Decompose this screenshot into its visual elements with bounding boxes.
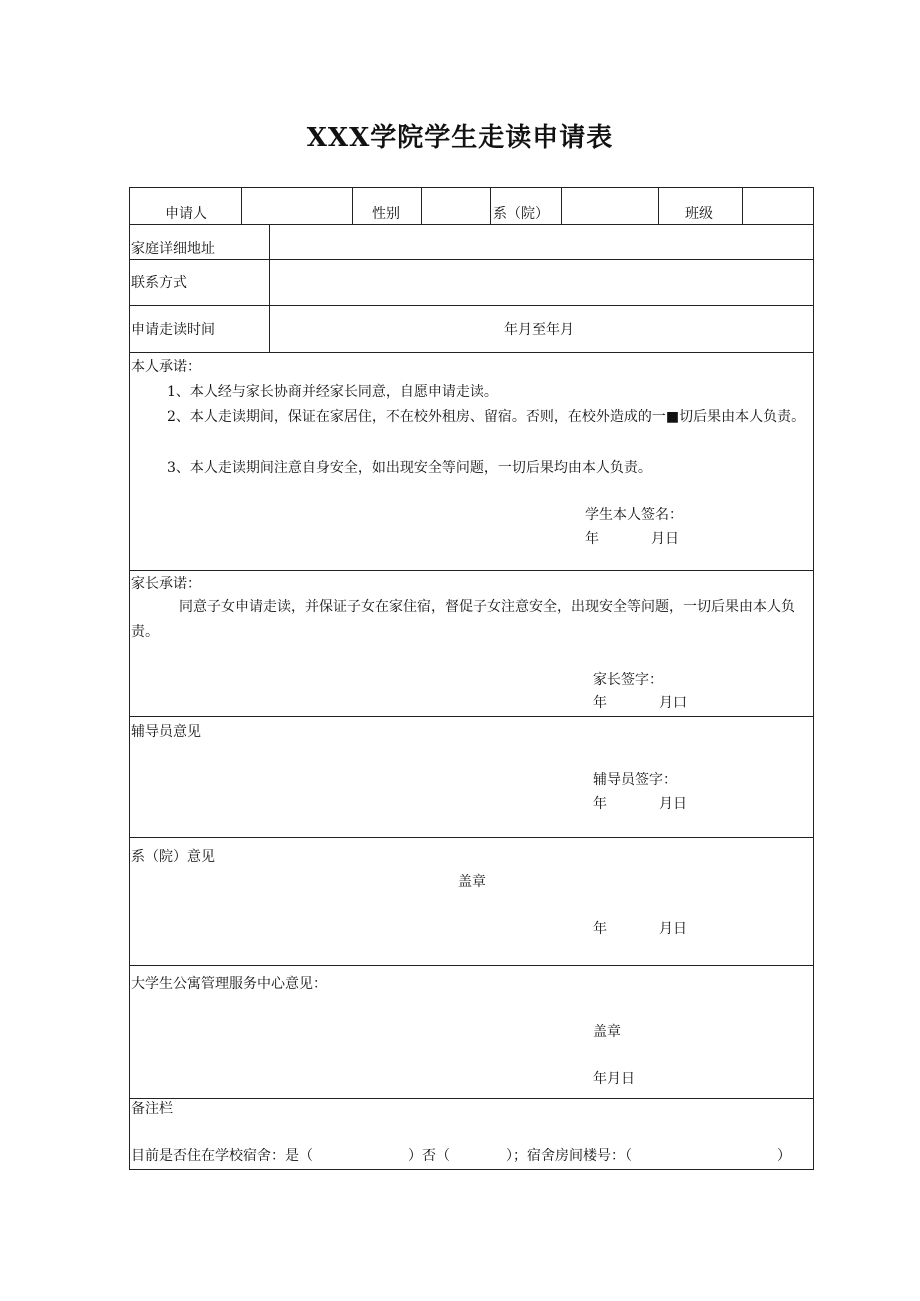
- counselor-date-year: 年: [593, 796, 607, 812]
- parent-date-year: 年: [593, 695, 607, 711]
- apartment-center-seal: 盖章: [593, 1024, 621, 1040]
- remarks-no-option: ）否（: [408, 1148, 450, 1164]
- department-opinion-heading: 系（院）意见: [131, 849, 215, 865]
- address-label: 家庭详细地址: [131, 241, 215, 257]
- parent-sign-label: 家长签字：: [593, 672, 663, 688]
- cell-divider: [490, 188, 491, 224]
- counselor-sign-label: 辅导员签字：: [593, 772, 677, 788]
- cell-divider: [658, 188, 659, 224]
- remarks-close-paren: ）: [777, 1148, 791, 1164]
- parent-date-month-day: 月口: [659, 695, 687, 711]
- remarks-dorm-question: 目前是否住在学校宿舍：是（: [131, 1148, 313, 1164]
- applicant-label: 申请人: [165, 206, 207, 222]
- department-field[interactable]: [562, 189, 657, 223]
- department-date-year: 年: [593, 921, 607, 937]
- student-date-year: 年: [585, 531, 599, 547]
- row-divider: [130, 305, 813, 306]
- department-seal: 盖章: [458, 874, 486, 890]
- class-field[interactable]: [743, 189, 813, 223]
- form-title: XXX学院学生走读申请表: [306, 123, 614, 153]
- applicant-field[interactable]: [242, 189, 351, 223]
- counselor-heading: 辅导员意见: [131, 724, 201, 740]
- row-divider: [130, 352, 813, 353]
- apartment-center-date: 年月日: [593, 1071, 635, 1087]
- department-date-month-day: 月日: [659, 921, 687, 937]
- contact-field[interactable]: [270, 260, 813, 304]
- row-divider: [130, 965, 813, 966]
- counselor-date-month-day: 月日: [659, 796, 687, 812]
- contact-label: 联系方式: [131, 275, 187, 291]
- address-field[interactable]: [270, 225, 813, 258]
- gender-label: 性别: [372, 206, 400, 222]
- period-value: 年月至年月: [504, 322, 574, 338]
- parent-pledge-heading: 家长承诺：: [131, 576, 201, 592]
- student-pledge-heading: 本人承诺：: [131, 359, 201, 375]
- row-divider: [130, 716, 813, 717]
- student-date-month-day: 月日: [651, 531, 679, 547]
- student-pledge-item-2: 2、本人走读期间，保证在家居住，不在校外租房、留宿。否则，在校外造成的一■切后果由本人负责。: [167, 409, 806, 425]
- row-divider: [130, 1098, 813, 1099]
- gender-field[interactable]: [422, 189, 489, 223]
- period-label: 申请走读时间: [131, 322, 215, 338]
- remarks-heading: 备注栏: [131, 1101, 173, 1117]
- student-sign-label: 学生本人签名：: [585, 507, 683, 523]
- row-divider: [130, 837, 813, 838]
- application-form: [129, 187, 814, 1170]
- remarks-room-question: ）；宿舍房间楼号：（: [506, 1148, 632, 1164]
- row-divider: [130, 570, 813, 571]
- department-label: 系（院）: [493, 206, 549, 222]
- student-pledge-item-1: 1、本人经与家长协商并经家长同意，自愿申请走读。: [167, 384, 498, 400]
- cell-divider: [352, 188, 353, 224]
- class-label: 班级: [685, 206, 713, 222]
- parent-pledge-text: 同意子女申请走读，并保证子女在家住宿，督促子女注意安全，出现安全等问题，一切后果由本人负责。: [131, 599, 795, 640]
- apartment-center-heading: 大学生公寓管理服务中心意见：: [131, 976, 327, 992]
- student-pledge-item-3: 3、本人走读期间注意自身安全，如出现安全等问题，一切后果均由本人负责。: [167, 460, 652, 476]
